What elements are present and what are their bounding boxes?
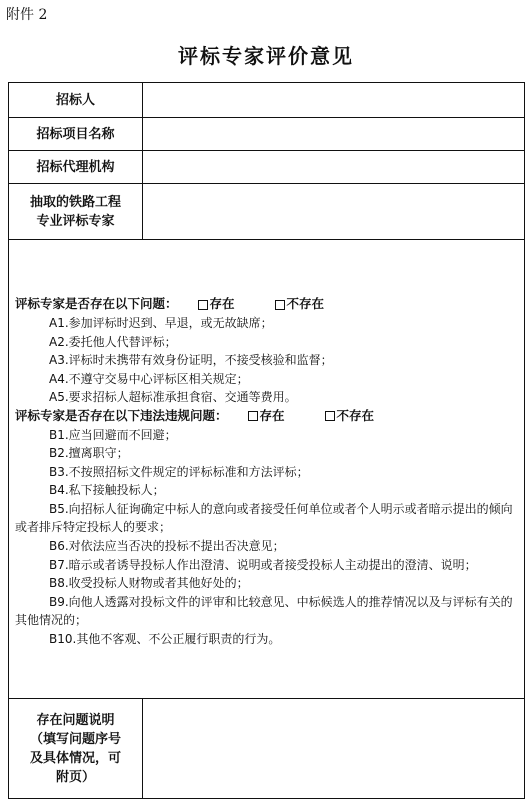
notes-label-line2: （填写问题序号 — [29, 731, 121, 747]
section-a-exists-label: 存在 — [209, 296, 235, 312]
form-row-notes — [9, 699, 525, 799]
page-title: 评标专家评价意见 — [178, 44, 354, 68]
evaluation-form — [8, 82, 525, 799]
section-a-exists-option[interactable] — [198, 295, 235, 314]
form-row-issues — [9, 240, 525, 699]
form-row-tenderer — [9, 83, 525, 118]
expert-label — [9, 184, 143, 240]
section-a-header — [15, 295, 514, 314]
project-name-field[interactable] — [143, 118, 525, 151]
list-item: A2.委托他人代替评标； — [49, 334, 177, 349]
list-item: A1.参加评标时迟到、早退，或无故缺席； — [49, 315, 273, 330]
section-b-not-exists-option[interactable] — [325, 407, 375, 426]
list-item: B10.其他不客观、不公正履行职责的行为。 — [49, 632, 281, 647]
project-name-label: 招标项目名称 — [9, 118, 143, 151]
notes-label-line3: 及具体情况，可 — [29, 750, 121, 766]
section-a-not-exists-label: 不存在 — [286, 296, 325, 312]
form-row-project-name — [9, 118, 525, 151]
notes-field[interactable] — [143, 699, 525, 799]
section-b-exists-option[interactable] — [248, 407, 285, 426]
form-row-agency — [9, 151, 525, 184]
list-item: B9.向他人透露对投标文件的评审和比较意见、中标候选人的推荐情况以及与评标有关的其他情况的； — [15, 594, 513, 628]
list-item: B5.向招标人征询确定中标人的意向或者接受任何单位或者个人明示或者暗示提出的倾向或者排斥特定投标人的要求； — [15, 501, 513, 535]
section-b-exists-label: 存在 — [259, 407, 285, 423]
tenderer-label: 招标人 — [9, 83, 143, 118]
list-item: B6.对依法应当否决的投标不提出否决意见； — [49, 539, 285, 554]
expert-label-line1: 抽取的铁路工程 — [29, 194, 121, 210]
form-row-expert — [9, 184, 525, 240]
expert-field[interactable] — [143, 184, 525, 240]
section-a-not-exists-option[interactable] — [275, 295, 325, 314]
list-item: B1.应当回避而不回避； — [49, 427, 177, 442]
list-item: A4.不遵守交易中心评标区相关规定； — [49, 371, 249, 386]
section-b-header — [15, 407, 514, 426]
list-item: A3.评标时未携带有效身份证明，不接受核验和监督； — [49, 353, 333, 368]
agency-field[interactable] — [143, 151, 525, 184]
tenderer-field[interactable] — [143, 83, 525, 118]
list-item: B3.不按照招标文件规定的评标标准和方法评标； — [49, 464, 309, 479]
list-item: A5.要求招标人超标准承担食宿、交通等费用。 — [49, 390, 297, 405]
checkbox-icon[interactable] — [198, 300, 208, 310]
attachment-label: 附件 2 — [6, 7, 48, 23]
list-item: B2.擅离职守； — [49, 446, 129, 461]
checkbox-icon[interactable] — [325, 411, 335, 421]
section-a-question: 评标专家是否存在以下问题： — [15, 296, 178, 312]
checkbox-icon[interactable] — [248, 411, 258, 421]
section-b-not-exists-label: 不存在 — [336, 407, 375, 423]
issues-cell — [9, 240, 525, 699]
agency-label: 招标代理机构 — [9, 151, 143, 184]
expert-label-line2: 专业评标专家 — [36, 213, 115, 229]
section-b-question: 评标专家是否存在以下违法违规问题： — [15, 407, 228, 423]
notes-label — [9, 699, 143, 799]
notes-label-line4: 附页） — [55, 769, 95, 785]
list-item: B7.暗示或者诱导投标人作出澄清、说明或者接受投标人主动提出的澄清、说明； — [49, 557, 477, 572]
notes-label-line1: 存在问题说明 — [36, 712, 115, 728]
checkbox-icon[interactable] — [275, 300, 285, 310]
list-item: B4.私下接触投标人； — [49, 483, 165, 498]
list-item: B8.收受投标人财物或者其他好处的； — [49, 576, 249, 591]
